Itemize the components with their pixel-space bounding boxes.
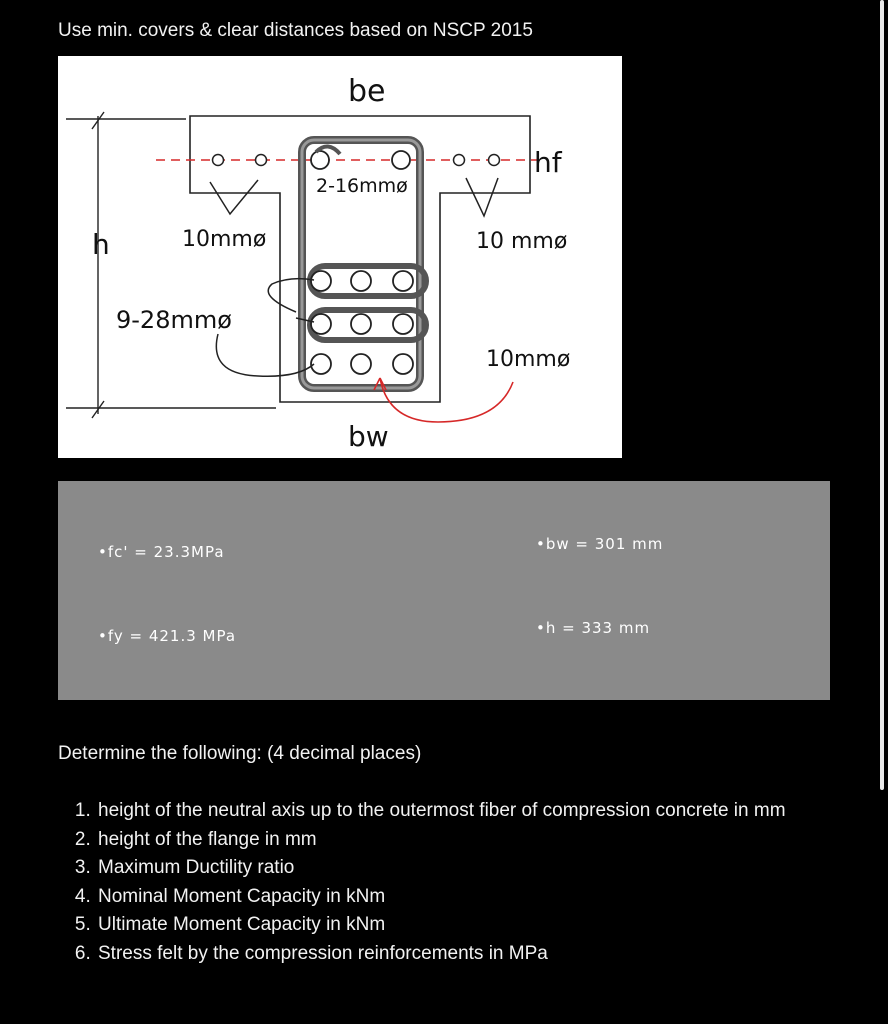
label-top-bars: 2-16mmø (316, 175, 408, 197)
task-list (58, 797, 838, 968)
given-values-panel (58, 481, 830, 700)
list-item: 2. height of the flange in mm (96, 826, 838, 855)
main-bar (311, 271, 331, 291)
label-be: be (348, 74, 386, 109)
label-hf: hf (534, 146, 562, 179)
main-bar (311, 354, 331, 374)
main-bar (351, 354, 371, 374)
flange-bar-left-leader (210, 180, 258, 214)
label-main-bars: 9-28mmø (116, 306, 232, 334)
label-stirrup: 10mmø (486, 347, 571, 372)
top-bar (392, 151, 410, 169)
label-bw: bw (348, 420, 389, 453)
flange-bar (256, 155, 267, 166)
list-item: 1. height of the neutral axis up to the outermost fiber of compression concrete in mm (96, 797, 838, 826)
list-item: 3. Maximum Ductility ratio (96, 854, 838, 883)
main-bar (393, 314, 413, 334)
given-h: •h = 333 mm (536, 619, 651, 637)
main-bar-leader (268, 279, 314, 312)
question-heading: Determine the following: (4 decimal places) (58, 743, 422, 764)
main-bar (351, 271, 371, 291)
main-bar (393, 354, 413, 374)
given-fc: •fc' = 23.3MPa (98, 543, 225, 561)
label-h: h (92, 228, 110, 261)
given-bw: •bw = 301 mm (536, 535, 664, 553)
label-flange-bar-left: 10mmø (182, 227, 267, 252)
label-flange-bar-right: 10 mmø (476, 229, 568, 254)
flange-bar-right-leader (466, 178, 498, 216)
flange-bar (213, 155, 224, 166)
flange-bar (454, 155, 465, 166)
scrollbar[interactable] (880, 0, 884, 790)
list-item: 4. Nominal Moment Capacity in kNm (96, 883, 838, 912)
main-bar (311, 314, 331, 334)
given-fy: •fy = 421.3 MPa (98, 627, 237, 645)
list-item: 6. Stress felt by the compression reinforcements in MPa (96, 940, 838, 969)
tbeam-diagram (58, 56, 622, 458)
list-item: 5. Ultimate Moment Capacity in kNm (96, 911, 838, 940)
tbeam-cross-section (58, 56, 622, 458)
top-bar (311, 151, 329, 169)
flange-bar (489, 155, 500, 166)
page-heading: Use min. covers & clear distances based on NSCP 2015 (58, 20, 533, 41)
main-bars (310, 266, 426, 374)
main-bar (393, 271, 413, 291)
main-bar (351, 314, 371, 334)
